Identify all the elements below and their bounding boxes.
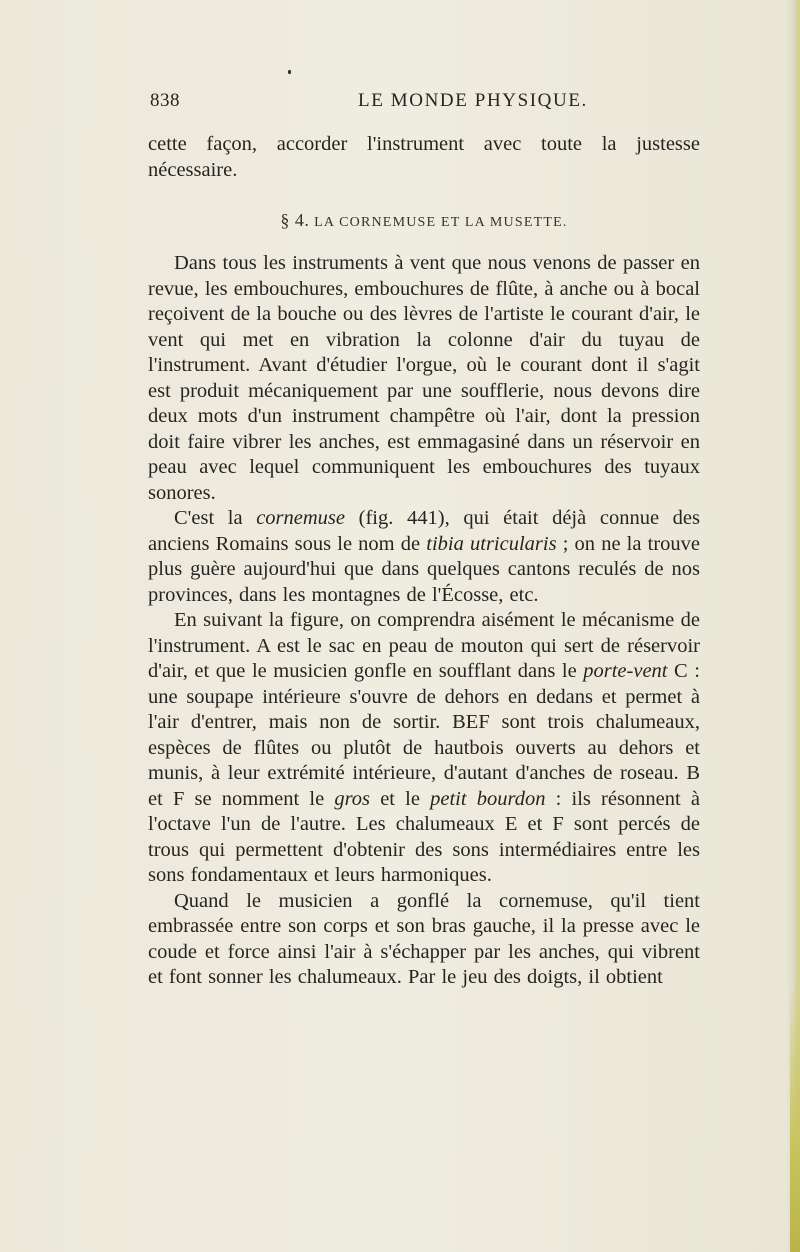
paragraph-instruments: Dans tous les instruments à vent que nous venons de passer en revue, les embouchures, embouchures de flûte, à anche ou à bocal reçoivent de la bouche ou des lèvres de l'artiste le courant d'air, le vent qui met en vibration la colonne d'air du tuyau de l'instrument. Avant d'étudier l'orgue, où le courant dont il s'agit est produit mécaniquement par une soufflerie, nous devons dire deux mots d'un instrument champêtre où l'air, dont la pression doit faire vibrer les anches, est emmagasiné dans un réservoir en peau avec lequel communiquent les embouchures des tuyaux sonores. bbox=[148, 252, 700, 504]
p3-text-b: C : une soupape intérieure s'ouvre de dehors en dedans et permet à l'air d'entrer, mais non de sortir. BEF sont trois chalumeaux, espèces de flûtes ou plutôt de hautbois ouverts au dehors et munis, à leur extrémité intérieure, d'autant d'anches de roseau. B et F se nomment le bbox=[148, 660, 700, 810]
term-gros: gros bbox=[334, 787, 371, 810]
section-heading bbox=[148, 210, 700, 231]
page-corner-stain bbox=[790, 980, 800, 1252]
term-cornemuse: cornemuse bbox=[256, 507, 346, 529]
p3-text-a: En suivant la figure, on comprendra aisément le mécanisme de l'instrument. A est le sac en peau de mouton qui sert de réservoir d'air, et que le musicien gonfle en soufflant dans le bbox=[148, 609, 700, 682]
p2-text-a: C'est la bbox=[174, 507, 257, 529]
ink-speck bbox=[288, 70, 291, 74]
term-petit-bourdon: petit bourdon bbox=[430, 787, 546, 810]
intro-paragraph bbox=[148, 132, 700, 183]
p2-text-c: ; on ne la trouve plus guère aujourd'hui que dans quelques cantons reculés de nos provinces, dans les montagnes de l'Écosse, etc. bbox=[148, 532, 700, 606]
intro-text: cette façon, accorder l'instrument avec toute la justesse nécessaire. bbox=[148, 133, 700, 181]
p3-text-c: et le bbox=[370, 787, 431, 810]
body-text bbox=[148, 251, 700, 991]
page-number: 838 bbox=[150, 90, 180, 111]
term-porte-vent: porte-vent bbox=[583, 660, 668, 682]
running-title: LE MONDE PHYSIQUE. bbox=[358, 90, 588, 111]
paragraph-playing: Quand le musicien a gonflé la cornemuse, qu'il tient embrassée entre son corps et son bras gauche, il la presse avec le coude et force ainsi l'air à s'échapper par les anches, qui vibrent et font sonner les chalumeaux. Par le jeu des doigts, il obtient bbox=[148, 889, 700, 988]
p2-text-b: (fig. 441), qui était déjà connue des anciens Romains sous le nom de bbox=[148, 507, 701, 555]
paragraph-cornemuse bbox=[148, 506, 700, 608]
term-tibia-utricularis: tibia utricularis bbox=[426, 532, 557, 555]
section-number: § 4. bbox=[280, 210, 310, 230]
section-title: LA CORNEMUSE ET LA MUSETTE. bbox=[314, 215, 568, 230]
page-header bbox=[150, 90, 710, 114]
paragraph-mechanism bbox=[148, 608, 700, 889]
p3-text-d: : ils résonnent à l'octave l'un de l'autre. Les chalumeaux E et F sont percés de trous qui permettent d'obtenir des sons intermédiaires entre les sons fondamentaux et leurs harmoniques. bbox=[148, 787, 700, 886]
